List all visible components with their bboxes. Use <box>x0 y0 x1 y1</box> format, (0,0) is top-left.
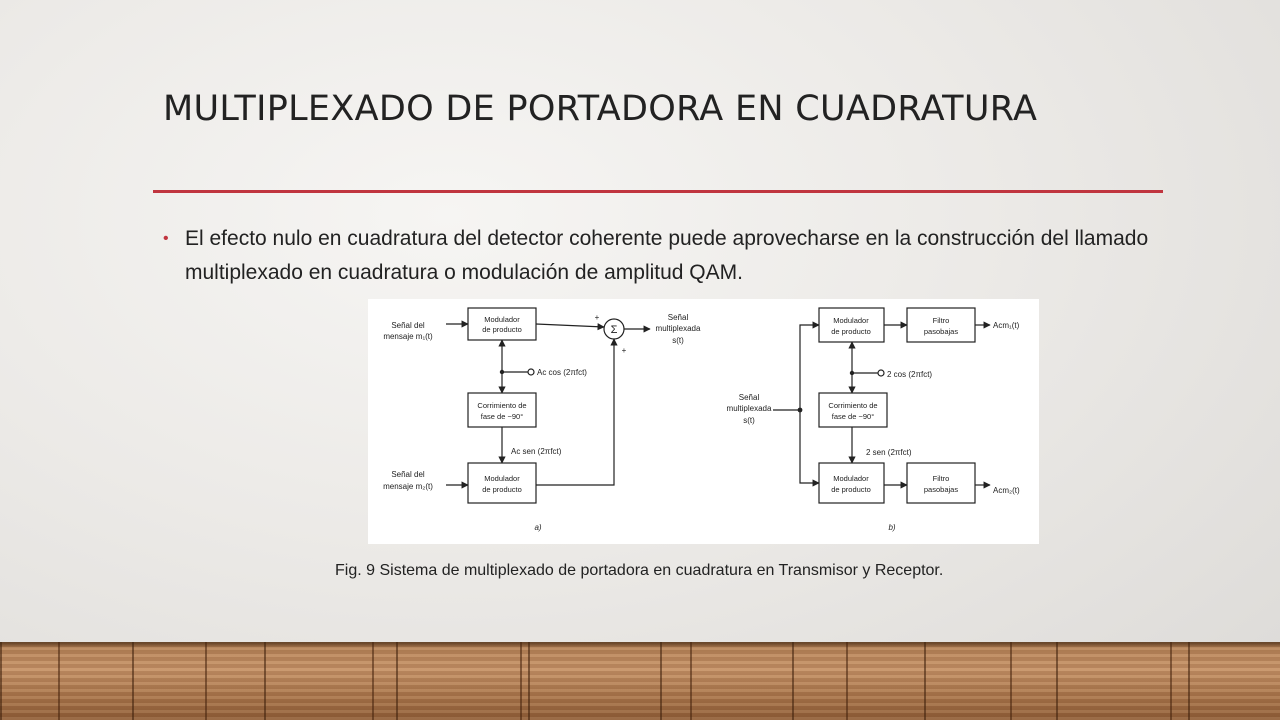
rx-output1-label: Aᴄm₁(t) <box>993 321 1020 330</box>
bullet-item <box>163 222 1153 290</box>
tx-mod2-label-2: de producto <box>482 485 522 494</box>
floor-board-seam <box>846 642 848 720</box>
rx-mod2-label-2: de producto <box>831 485 871 494</box>
tx-summer-symbol: Σ <box>610 324 618 336</box>
rx-cos-source-terminal <box>878 370 884 376</box>
tx-msg2-label-2: mensaje m₂(t) <box>383 482 433 491</box>
wood-floor <box>0 642 1280 720</box>
title-divider <box>153 190 1163 193</box>
rx-input-label-3: s(t) <box>743 416 755 425</box>
tx-carrier-cos-label: Aᴄ cos (2πfᴄt) <box>537 368 587 377</box>
tx-modulator-2-box <box>468 463 536 503</box>
tx-carrier-sin-label: Aᴄ sen (2πfᴄt) <box>511 447 562 456</box>
tx-mod2-label-1: Modulador <box>484 474 520 483</box>
bullet-text: El efecto nulo en cuadratura del detector coherente puede aprovecharse en la construcción del llamado multiplexado en cuadratura o modulación de amplitud QAM. <box>185 227 1149 284</box>
tx-output-label-2: multiplexada <box>655 324 701 333</box>
rx-input-label-1: Señal <box>738 393 760 402</box>
floor-board-seam <box>205 642 207 720</box>
tx-shift-label-1: Corrimiento de <box>477 401 527 410</box>
floor-board-seam <box>58 642 60 720</box>
floor-board-seam <box>1170 642 1172 720</box>
rx-input-to-mod2-arrow <box>800 410 819 483</box>
rx-filter-2-box <box>907 463 975 503</box>
rx-input-to-mod1-arrow <box>800 325 819 410</box>
rx-output2-label: Aᴄm₂(t) <box>993 486 1020 495</box>
tx-cos-source-terminal <box>528 369 534 375</box>
rx-mod1-label-1: Modulador <box>833 316 869 325</box>
rx-carrier-sin-label: 2 sen (2πfᴄt) <box>866 448 912 457</box>
rx-input-label-2: multiplexada <box>726 404 772 413</box>
floor-board-seam <box>520 642 522 720</box>
block-diagram-figure <box>368 299 1039 544</box>
rx-phase-shift-box <box>819 393 887 427</box>
tx-mod1-label-2: de producto <box>482 325 522 334</box>
floor-board-seam <box>372 642 374 720</box>
rx-shift-label-1: Corrimiento de <box>828 401 878 410</box>
rx-carrier-cos-label: 2 cos (2πfᴄt) <box>887 370 933 379</box>
floor-shadow-edge <box>0 642 1280 648</box>
tx-mod1-label-1: Modulador <box>484 315 520 324</box>
rx-mod1-label-2: de producto <box>831 327 871 336</box>
tx-plus-bottom: + <box>621 346 627 355</box>
bullet-list <box>163 222 1153 290</box>
figure-caption: Fig. 9 Sistema de multiplexado de portadora en cuadratura en Transmisor y Receptor. <box>335 562 944 579</box>
rx-filter2-label-1: Filtro <box>932 474 950 483</box>
tx-shift-label-2: fase de −90° <box>480 412 524 421</box>
rx-shift-label-2: fase de −90° <box>831 412 875 421</box>
floor-board-seam <box>1010 642 1012 720</box>
rx-modulator-2-box <box>819 463 884 503</box>
floor-board-seam <box>690 642 692 720</box>
rx-modulator-1-box <box>819 308 884 342</box>
rx-part-label: b) <box>888 523 896 532</box>
tx-mod1-to-sum-arrow <box>536 324 604 327</box>
tx-msg2-label-1: Señal del <box>391 470 425 479</box>
tx-junction-dot <box>500 370 504 374</box>
rx-filter1-label-2: pasobajas <box>923 327 959 336</box>
tx-mod2-to-sum-arrow <box>536 339 614 485</box>
rx-filter-1-box <box>907 308 975 342</box>
rx-cos-junction-dot <box>850 371 854 375</box>
rx-junction-dot <box>798 408 803 413</box>
tx-msg1-label-1: Señal del <box>391 321 425 330</box>
tx-output-label-1: Señal <box>667 313 689 322</box>
tx-output-label-3: s(t) <box>672 336 684 345</box>
tx-phase-shift-box <box>468 393 536 427</box>
tx-plus-top: + <box>594 313 600 322</box>
tx-part-label: a) <box>534 523 542 532</box>
rx-filter2-label-2: pasobajas <box>923 485 959 494</box>
block-diagram <box>368 299 1039 544</box>
tx-msg1-label-2: mensaje m₁(t) <box>383 332 433 341</box>
bullet-dot-icon: • <box>163 230 169 247</box>
rx-filter1-label-1: Filtro <box>932 316 950 325</box>
rx-mod2-label-1: Modulador <box>833 474 869 483</box>
tx-modulator-1-box <box>468 308 536 340</box>
slide-title: MULTIPLEXADO DE PORTADORA EN CUADRATURA <box>163 89 1038 129</box>
